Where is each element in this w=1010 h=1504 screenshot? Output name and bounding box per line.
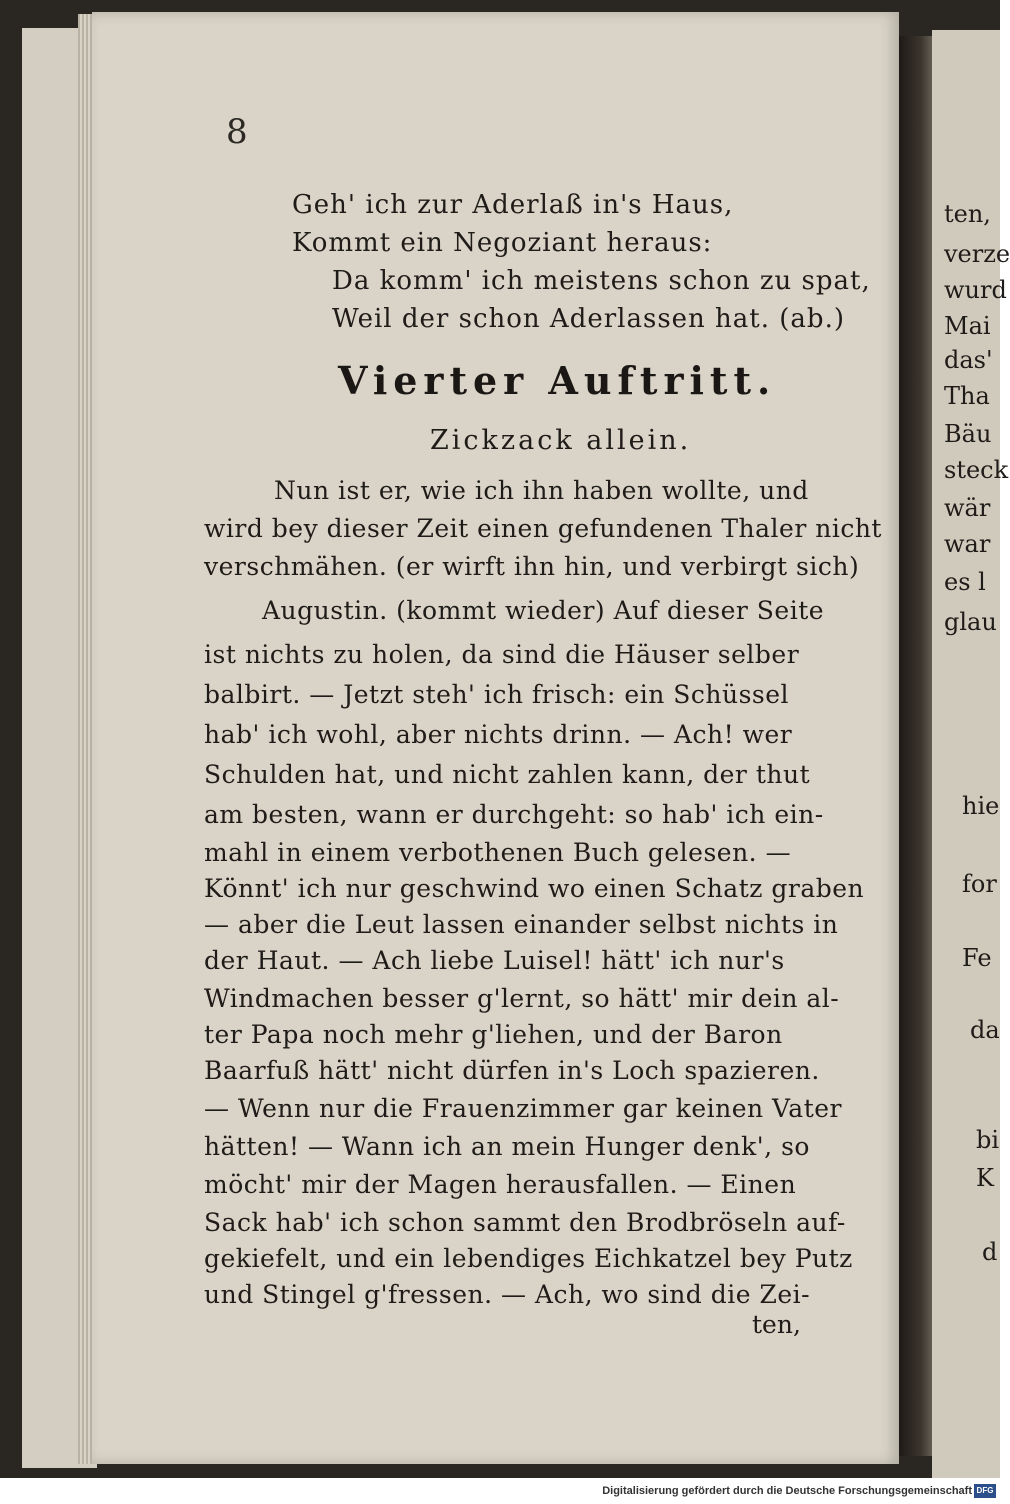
right-page-fragment: war bbox=[944, 530, 991, 558]
dfg-logo-icon: DFG bbox=[974, 1484, 996, 1498]
right-page-fragment: ten, bbox=[944, 200, 991, 228]
right-page-fragment: es l bbox=[944, 568, 986, 596]
right-page-fragment: Mai bbox=[944, 312, 991, 340]
right-page-fragment: das' bbox=[944, 346, 993, 374]
right-page-fragment: hie bbox=[962, 792, 1000, 820]
right-page-fragment: verze bbox=[944, 240, 1010, 268]
right-page-fragment: wär bbox=[944, 494, 991, 522]
right-page-fragment: bi bbox=[976, 1126, 1000, 1154]
prose-line: Windmachen besser g'lernt, so hätt' mir dein al- bbox=[204, 984, 840, 1013]
prose-line: verschmähen. (er wirft ihn hin, und verbirgt sich) bbox=[204, 552, 860, 581]
prose-line: Schulden hat, und nicht zahlen kann, der thut bbox=[204, 760, 811, 789]
right-page-fragment: Bäu bbox=[944, 420, 992, 448]
right-page-fragment: Fe bbox=[962, 944, 992, 972]
right-page-fragment: K bbox=[976, 1164, 994, 1192]
page-number: 8 bbox=[226, 112, 248, 152]
prose-line: — aber die Leut lassen einander selbst nichts in bbox=[204, 910, 839, 939]
prose-line: ist nichts zu holen, da sind die Häuser selber bbox=[204, 640, 800, 669]
prose-line: Könnt' ich nur geschwind wo einen Schatz graben bbox=[204, 874, 865, 903]
prose-line: hab' ich wohl, aber nichts drinn. — Ach! wer bbox=[204, 720, 793, 749]
prose-line: balbirt. — Jetzt steh' ich frisch: ein Schüssel bbox=[204, 680, 790, 709]
prose-line: ter Papa noch mehr g'liehen, und der Baron bbox=[204, 1020, 783, 1049]
book-gutter bbox=[899, 36, 935, 1456]
right-page-fragment: wurd bbox=[944, 276, 1007, 304]
prose-line: mahl in einem verbothenen Buch gelesen. — bbox=[204, 838, 792, 867]
prose-line: Nun ist er, wie ich ihn haben wollte, und bbox=[274, 476, 809, 505]
right-page-fragment: for bbox=[962, 870, 997, 898]
prose-line: möcht' mir der Magen herausfallen. — Einen bbox=[204, 1170, 797, 1199]
prose-line: Augustin. (kommt wieder) Auf dieser Seite bbox=[262, 596, 825, 625]
verse-line: Geh' ich zur Aderlaß in's Haus, bbox=[292, 190, 734, 220]
prose-line: und Stingel g'fressen. — Ach, wo sind die Zei- bbox=[204, 1280, 811, 1309]
verse-line: Weil der schon Aderlassen hat. (ab.) bbox=[332, 304, 845, 334]
right-page-fragment: Tha bbox=[944, 382, 990, 410]
prose-line: Sack hab' ich schon sammt den Brodbröseln auf- bbox=[204, 1208, 846, 1237]
prose-line: am besten, wann er durchgeht: so hab' ich ein- bbox=[204, 800, 824, 829]
prose-line: wird bey dieser Zeit einen gefundenen Thaler nicht bbox=[204, 514, 882, 543]
right-page-fragment: d bbox=[982, 1238, 998, 1266]
prose-line: hätten! — Wann ich an mein Hunger denk', so bbox=[204, 1132, 810, 1161]
right-page-fragment: da bbox=[970, 1016, 1000, 1044]
funding-credit: Digitalisierung gefördert durch die Deutsche Forschungsgemeinschaft bbox=[602, 1485, 972, 1497]
prose-line: der Haut. — Ach liebe Luisel! hätt' ich nur's bbox=[204, 946, 785, 975]
scene-heading: Vierter Auftritt. bbox=[338, 358, 777, 403]
verse-line: Da komm' ich meistens schon zu spat, bbox=[332, 266, 871, 296]
prose-line: Baarfuß hätt' nicht dürfen in's Loch spazieren. bbox=[204, 1056, 820, 1085]
catchword: ten, bbox=[752, 1310, 801, 1339]
right-page-fragment: steck bbox=[944, 456, 1009, 484]
prose-line: — Wenn nur die Frauenzimmer gar keinen Vater bbox=[204, 1094, 843, 1123]
prose-line: gekiefelt, und ein lebendiges Eichkatzel bey Putz bbox=[204, 1244, 853, 1273]
stage-direction: Zickzack allein. bbox=[430, 425, 692, 456]
verse-line: Kommt ein Negoziant heraus: bbox=[292, 228, 713, 258]
right-page-fragment: glau bbox=[944, 608, 997, 636]
